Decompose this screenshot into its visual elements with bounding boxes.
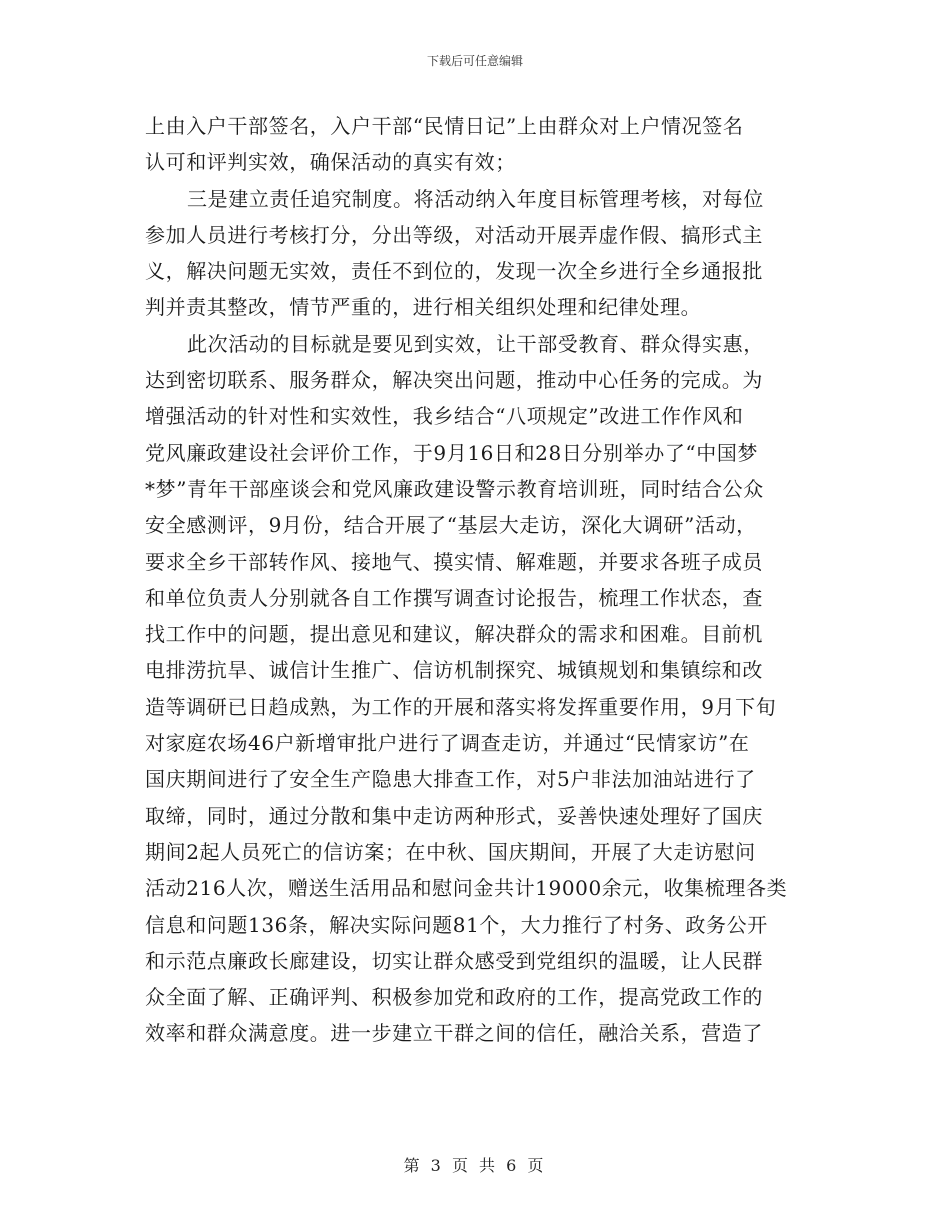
text-line: 信息和问题136条，解决实际问题81个，大力推行了村务、政务公开 xyxy=(145,912,768,937)
text-line: 三是建立责任追究制度。将活动纳入年度目标管理考核，对每位 xyxy=(187,186,764,211)
text-line: 要求全乡干部转作风、接地气、摸实情、解难题，并要求各班子成员 xyxy=(145,549,763,574)
text-line: 认可和评判实效，确保活动的真实有效； xyxy=(145,150,516,175)
text-line: 达到密切联系、服务群众，解决突出问题，推动中心任务的完成。为 xyxy=(145,368,763,393)
text-line: 取缔，同时，通过分散和集中走访两种形式，妥善快速处理好了国庆 xyxy=(145,803,763,828)
text-line: 对家庭农场46户新增审批户进行了调查走访，并通过“民情家访”在 xyxy=(145,731,750,756)
text-line: 国庆期间进行了安全生产隐患大排查工作，对5户非法加油站进行了 xyxy=(145,767,756,792)
text-line: *梦”青年干部座谈会和党风廉政建设警示教育培训班，同时结合公众 xyxy=(145,476,764,501)
text-line: 上由入户干部签名，入户干部“民情日记”上由群众对上户情况签名 xyxy=(145,114,744,138)
page-header: 下载后可任意编辑 xyxy=(426,54,523,68)
text-line: 活动216人次，赠送生活用品和慰问金共计19000余元，收集梳理各类 xyxy=(145,876,788,901)
text-line: 此次活动的目标就是要见到实效，让干部受教育、群众得实惠， xyxy=(187,331,764,356)
text-line: 造等调研已日趋成熟，为工作的开展和落实将发挥重要作用，9月下旬 xyxy=(145,694,777,719)
text-line: 党风廉政建设社会评价工作，于9月16日和28日分别举办了“中国梦 xyxy=(145,440,759,465)
document-body xyxy=(145,108,810,1052)
text-line: 众全面了解、正确评判、积极参加党和政府的工作，提高党政工作的 xyxy=(145,985,763,1010)
text-line: 效率和群众满意度。进一步建立干群之间的信任，融洽关系，营造了 xyxy=(145,1021,763,1046)
text-line: 期间2起人员死亡的信访案；在中秋、国庆期间，开展了大走访慰问 xyxy=(145,839,756,864)
text-line: 义，解决问题无实效，责任不到位的，发现一次全乡进行全乡通报批 xyxy=(145,259,763,284)
page-number-footer: 第 3 页 共 6 页 xyxy=(403,1156,547,1175)
text-line: 参加人员进行考核打分，分出等级，对活动开展弄虚作假、搞形式主 xyxy=(145,222,763,247)
text-line: 找工作中的问题，提出意见和建议，解决群众的需求和困难。目前机 xyxy=(145,622,763,647)
text-line: 电排涝抗旱、诚信计生推广、信访机制探究、城镇规划和集镇综和改 xyxy=(145,658,763,683)
text-line: 安全感测评，9月份，结合开展了“基层大走访，深化大调研”活动， xyxy=(145,513,757,538)
text-line: 判并责其整改，情节严重的，进行相关组织处理和纪律处理。 xyxy=(145,295,702,320)
text-line: 和单位负责人分别就各自工作撰写调查讨论报告，梳理工作状态，查 xyxy=(145,585,763,610)
text-line: 和示范点廉政长廊建设，切实让群众感受到党组织的温暖，让人民群 xyxy=(145,948,763,973)
text-line: 增强活动的针对性和实效性，我乡结合“八项规定”改进工作作风和 xyxy=(145,404,744,429)
